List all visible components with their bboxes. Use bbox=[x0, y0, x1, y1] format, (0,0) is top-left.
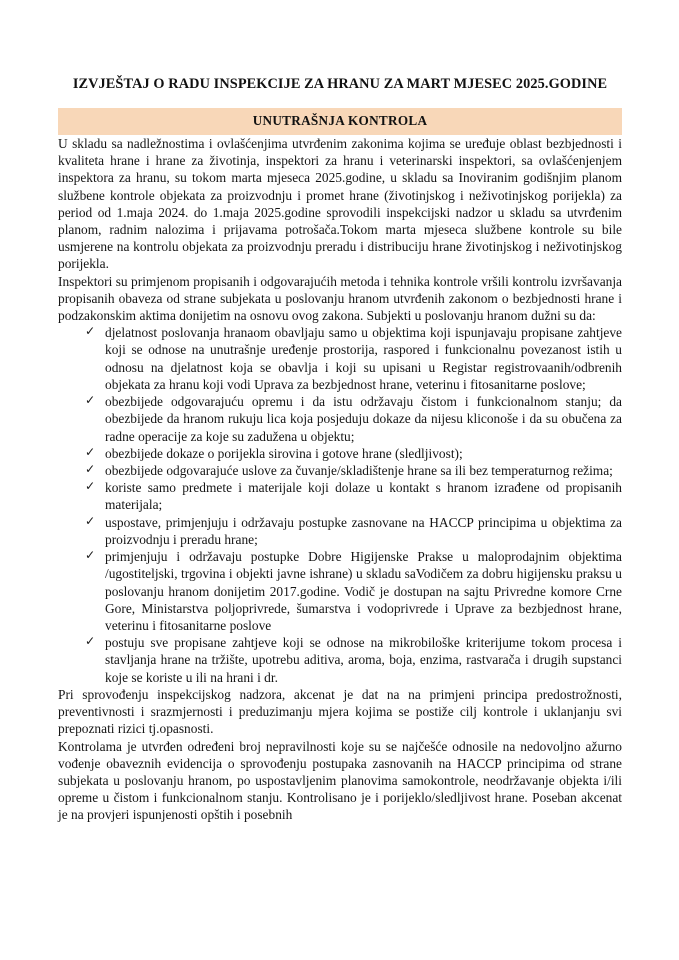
list-item bbox=[58, 393, 622, 445]
list-item bbox=[58, 445, 622, 462]
list-item-text: obezbijede dokaze o porijekla sirovina i gotove hrane (sledljivost); bbox=[105, 445, 463, 461]
checkmark-icon: ✓ bbox=[85, 462, 96, 477]
checkmark-icon: ✓ bbox=[85, 513, 96, 528]
document-content bbox=[58, 0, 622, 824]
list-item bbox=[58, 462, 622, 479]
checkmark-icon: ✓ bbox=[85, 444, 96, 459]
list-item-text: obezbijede odgovarajuću opremu i da istu održavaju čistom i funkcionalnom stanju; da obezbijede da hranom rukuju lica koja posjeduju dokaze da nijesu kliconoše i da su obučena za radne operacije za koje su zadužena u objektu; bbox=[105, 394, 622, 444]
list-item bbox=[58, 324, 622, 393]
list-item-text: primjenjuju i održavaju postupke Dobre Higijenske Prakse u maloprodajnim objektima /ugostiteljski, trgovina i objekti javne ishrane) u skladu saVodičem za dobru higijensku praksu u poslovanju hranom donijetim 2017.godine. Vodič je dostupan na sajtu Privredne komore Crne Gore, Ministarstva poljoprivrede, šumarstva i vodoprivrede i Uprave za bezbjednost hrane, veterinu i fitosanitarne poslove bbox=[105, 549, 622, 633]
list-item-text: koriste samo predmete i materijale koji dolaze u kontakt s hranom izrađene od propisanih materijala; bbox=[105, 480, 622, 513]
section-heading-unutrasnja-kontrola: UNUTRAŠNJA KONTROLA bbox=[58, 108, 622, 135]
paragraph-intro: U skladu sa nadležnostima i ovlašćenjima utvrđenim zakonima kojima se uređuje oblast bezbjednosti i kvaliteta hrane i hrane za životinja, inspektori za hranu i veterinarski inspektori, sa ovlašćenjenjem inspektora za hranu, su tokom marta mjeseca 2025.godine, u skladu sa Inoviranim godišnjim planom službene kontrole objekata za proizvodnju i promet hrane (životinjskog i neživotinjskog porijekla) za period od 1.maja 2024. do 1.maja 2025.godine sprovodili inspekcijski nadzor u skladu sa utvrđenim planom, radnim nalozima i prijavama potrošača.Tokom marta mjeseca službene kontrole su bile usmjerene na kontrolu objekata za proizvodnju preradu i distribuciju hrane životinjskog i neživotinjskog porijekla. bbox=[58, 135, 622, 272]
paragraph-findings: Kontrolama je utvrđen određeni broj nepravilnosti koje su se najčešće odnosile na nedovoljno ažurno vođenje obaveznih evidencija o sprovođenju postupaka zasnovanih na HACCP principima od strane subjekata u poslovanju hranom, po uspostavljenim planovima samokontrole, neodržavanje objekta i/ili opreme u čistom i funkcionalnom stanju. Kontrolisano je i porijeklo/sledljivost hrane. Poseban akcenat je na provjeri ispunjenosti opštih i posebnih bbox=[58, 738, 622, 823]
list-item-text: djelatnost poslovanja hranaom obavljaju samo u objektima koji ispunjavaju propisane zahtjeve koji se odnose na unutrašnje uređenje prostorija, raspored i funkcionalnu povezanost istih u odnosu na djelatnost koja se obavlja i koji su upisani u Registar registrovaanih/odbrenih objekata za hranu koji vodi Uprava za bezbjednost hrane, veterinu i fitosanitarne poslove; bbox=[105, 325, 622, 392]
checkmark-icon: ✓ bbox=[85, 634, 96, 649]
list-item bbox=[58, 514, 622, 548]
checkmark-icon: ✓ bbox=[85, 548, 96, 563]
obligations-list bbox=[58, 324, 622, 686]
list-item bbox=[58, 634, 622, 686]
list-item bbox=[58, 479, 622, 513]
paragraph-methods: Inspektori su primjenom propisanih i odgovarajućih metoda i tehnika kontrole vršili kontrolu izvršavanja propisanih obaveza od strane subjekata u poslovanju hranom utvrđenih zakonom o bezbjednosti hrane i podzakonskim aktima donijetim na osnovu ovog zakona. Subjekti u poslovanju hranom dužni su da: bbox=[58, 273, 622, 324]
checkmark-icon: ✓ bbox=[85, 479, 96, 494]
checkmark-icon: ✓ bbox=[85, 393, 96, 408]
list-item-text: obezbijede odgovarajuće uslove za čuvanje/skladištenje hrane sa ili bez temperaturnog režima; bbox=[105, 463, 613, 479]
page-title: IZVJEŠTAJ O RADU INSPEKCIJE ZA HRANU ZA MART MJESEC 2025.GODINE bbox=[72, 76, 608, 92]
list-item-text: postuju sve propisane zahtjeve koji se odnose na mikrobiloške kriterijume tokom procesa i stavljanja hrane na tržište, upotrebu aditiva, aroma, boja, enzima, rastvarača i drugih supstanci koje se koriste u ili na hrani i dr. bbox=[105, 635, 622, 685]
list-item bbox=[58, 548, 622, 634]
paragraph-principles: Pri sprovođenju inspekcijskog nadzora, akcenat je dat na na primjeni principa predostrožnosti, preventivnosti i srazmjernosti i preduzimanju mjera kojima se postiže cilj kontrole i uklanjanju svi prepoznati rizici tj.opasnosti. bbox=[58, 686, 622, 737]
list-item-text: uspostave, primjenjuju i održavaju postupke zasnovane na HACCP principima u objektima za proizvodnju i preradu hrane; bbox=[105, 514, 622, 547]
checkmark-icon: ✓ bbox=[85, 324, 96, 339]
